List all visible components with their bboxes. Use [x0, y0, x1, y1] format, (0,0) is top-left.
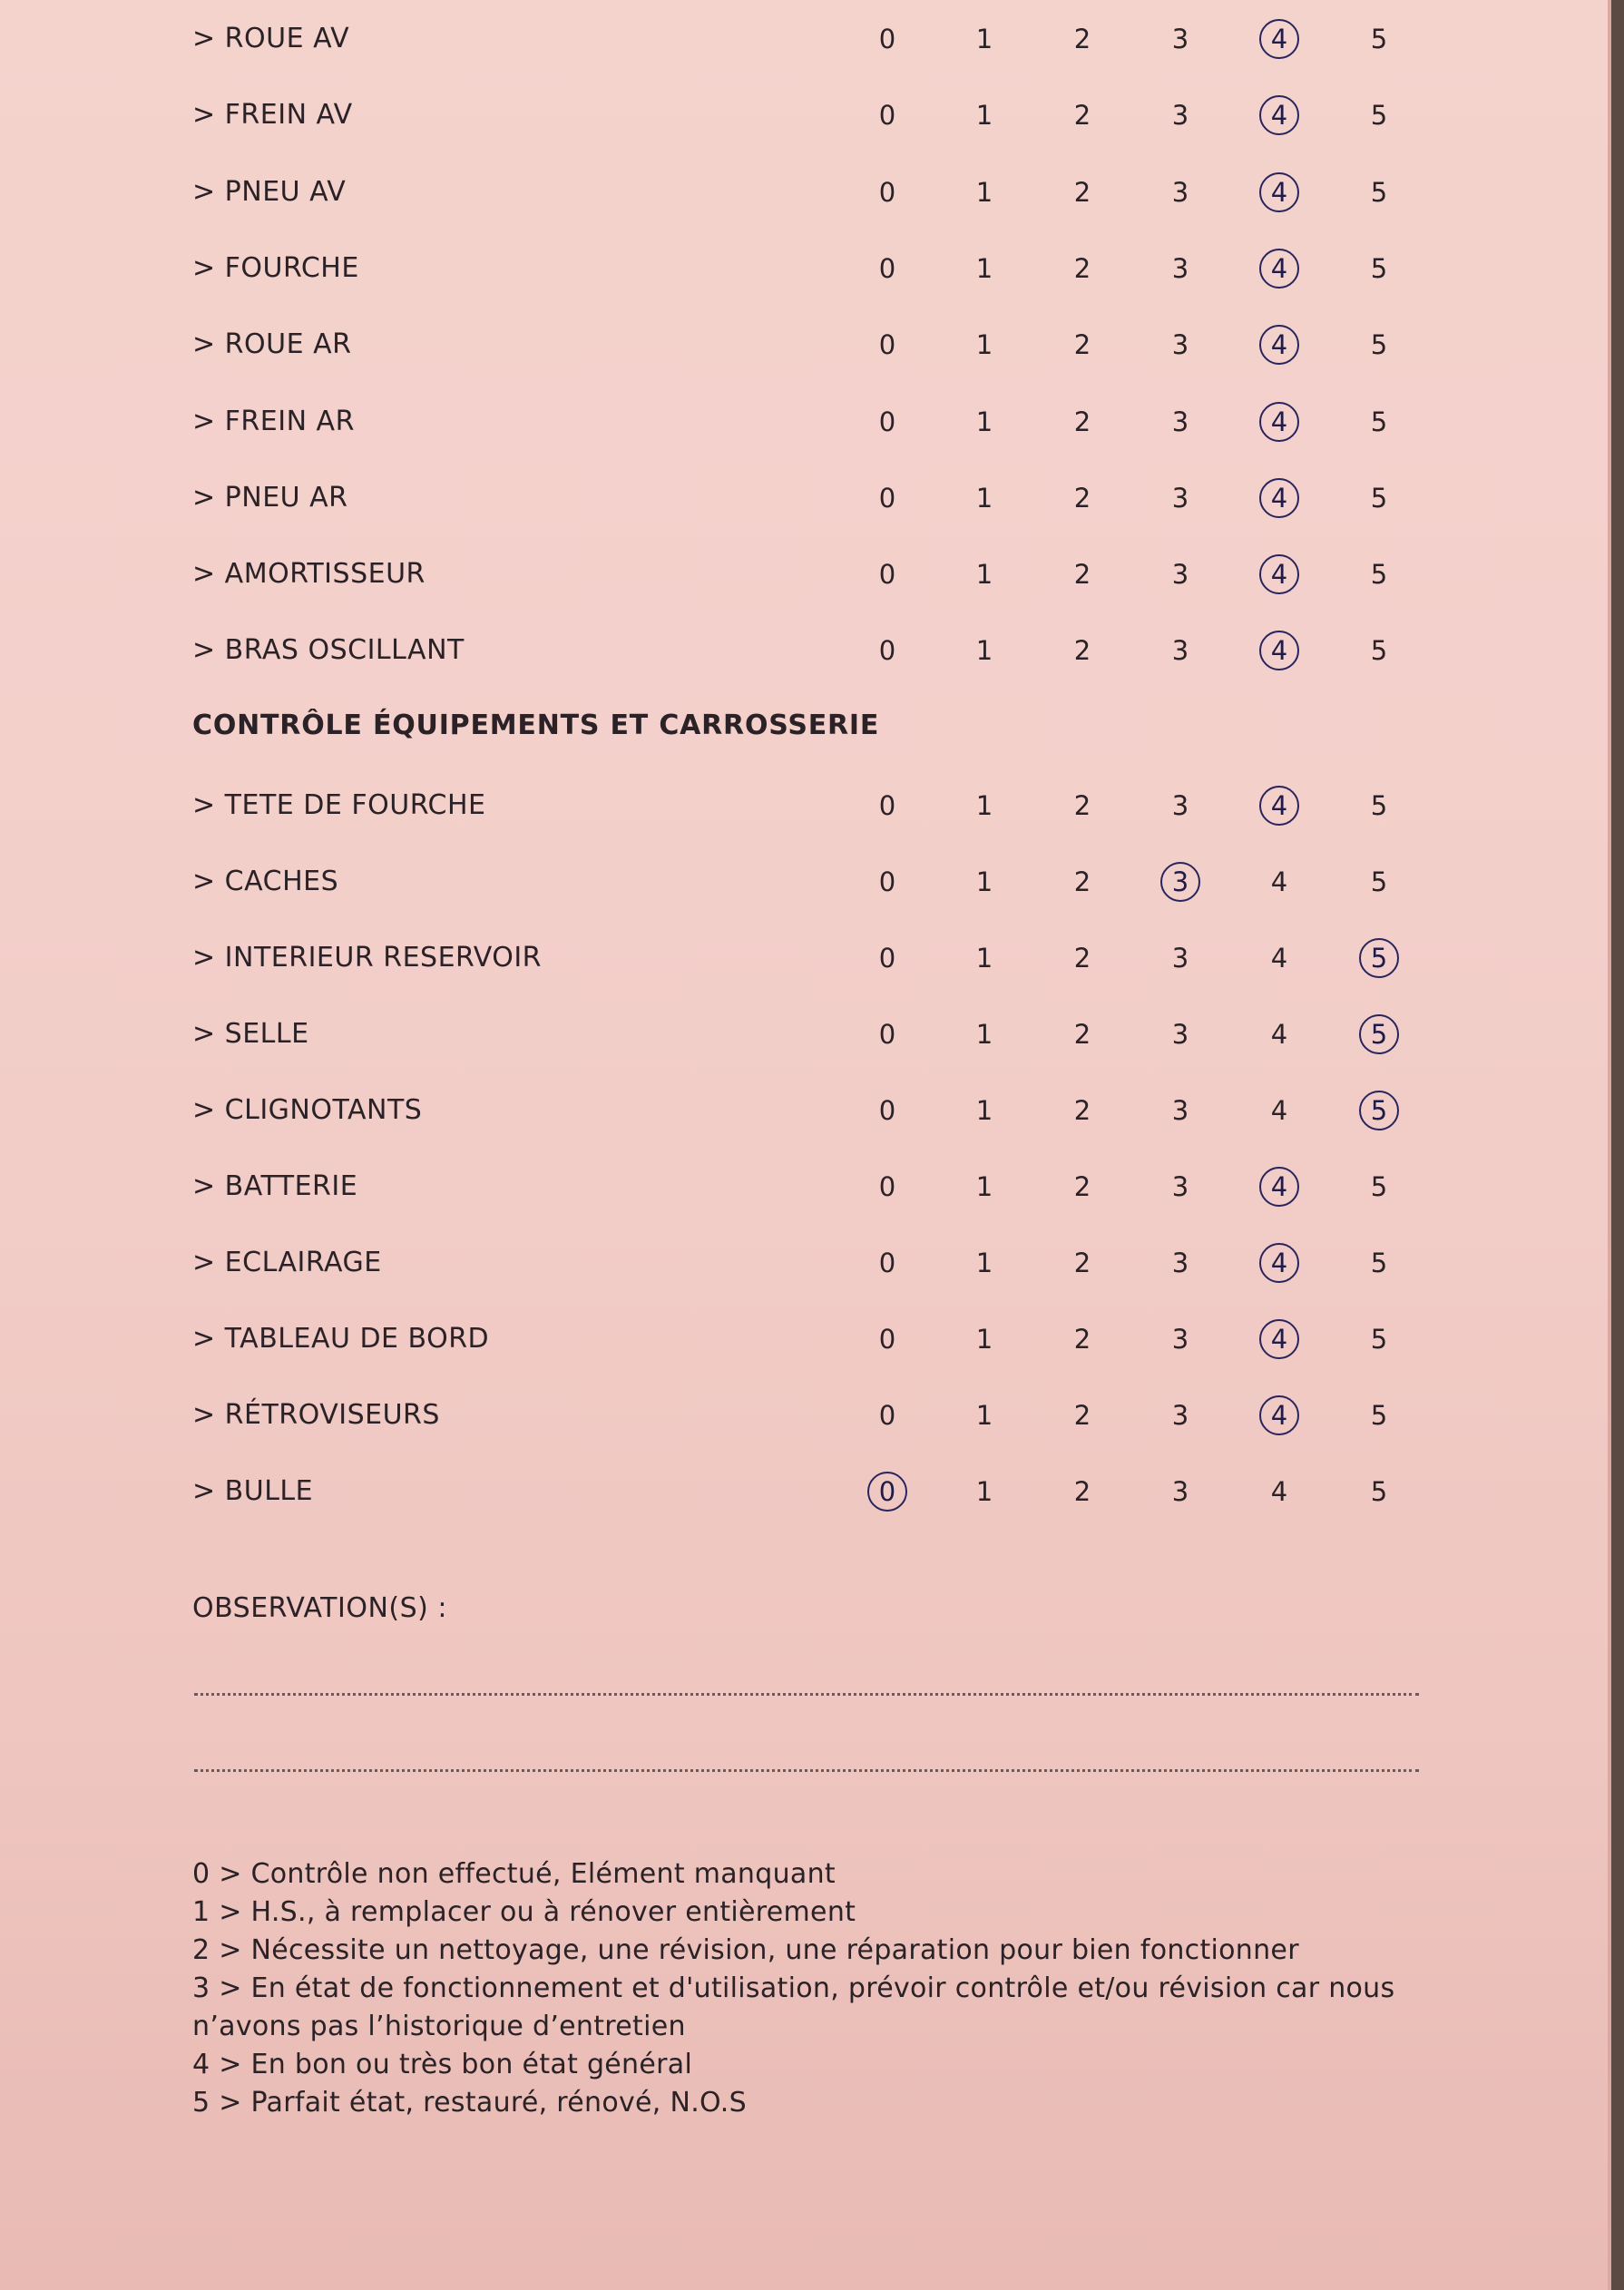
rating-row-label: > FREIN AR	[192, 405, 355, 437]
rating-row-label: > CACHES	[192, 866, 339, 897]
score-option[interactable]: 2	[1073, 559, 1091, 591]
rating-row	[0, 935, 1608, 981]
score-option[interactable]: 0	[878, 176, 896, 208]
score-option[interactable]: 1	[975, 790, 993, 821]
score-option[interactable]: 5	[1370, 1171, 1388, 1202]
score-option[interactable]: 5	[1370, 406, 1388, 437]
legend-line: n’avons pas l’historique d’entretien	[192, 2011, 686, 2042]
rating-row-label: > SELLE	[192, 1018, 309, 1050]
score-option-circled[interactable]: 3	[1153, 859, 1208, 905]
score-option[interactable]: 1	[975, 100, 993, 132]
score-option[interactable]: 3	[1171, 790, 1189, 821]
rating-row	[0, 1088, 1608, 1133]
score-option[interactable]: 5	[1370, 482, 1388, 514]
score-option[interactable]: 2	[1073, 329, 1091, 361]
score-option[interactable]: 0	[878, 943, 896, 974]
score-option[interactable]: 0	[878, 866, 896, 897]
score-option[interactable]: 3	[1171, 1248, 1189, 1278]
score-option[interactable]: 3	[1171, 1019, 1189, 1050]
score-option[interactable]: 1	[975, 329, 993, 361]
score-option-circled[interactable]: 4	[1252, 16, 1306, 62]
score-option[interactable]: 1	[975, 1019, 993, 1050]
score-option[interactable]: 3	[1171, 1095, 1189, 1126]
score-option[interactable]: 2	[1073, 100, 1091, 132]
rating-row-label: > FOURCHE	[192, 251, 359, 284]
rating-legend	[192, 1855, 1463, 2122]
score-option[interactable]: 5	[1370, 1400, 1388, 1431]
rating-row-label: > ROUE AV	[192, 23, 350, 54]
score-option[interactable]: 1	[975, 252, 993, 284]
score-option[interactable]: 1	[975, 559, 993, 591]
score-option[interactable]: 3	[1171, 252, 1189, 284]
rating-row	[0, 246, 1608, 291]
score-option[interactable]: 1	[975, 1400, 993, 1431]
score-option[interactable]: 3	[1171, 635, 1189, 667]
score-option[interactable]: 2	[1073, 1324, 1091, 1355]
rating-row-label: > BRAS OSCILLANT	[192, 634, 465, 667]
rating-row-label: > BATTERIE	[192, 1170, 358, 1202]
section-title-equipment: CONTRÔLE ÉQUIPEMENTS ET CARROSSERIE	[192, 710, 880, 741]
score-option[interactable]: 1	[975, 1476, 993, 1507]
legend-line: 3 > En état de fonctionnement et d'utilisation, prévoir contrôle et/ou révision car nous	[192, 1972, 1395, 2004]
score-option-circled[interactable]: 5	[1352, 935, 1406, 981]
score-option[interactable]: 3	[1171, 482, 1189, 514]
rating-row	[0, 1240, 1608, 1286]
score-option-circled[interactable]: 4	[1252, 475, 1306, 521]
score-option[interactable]: 1	[975, 1248, 993, 1278]
score-option[interactable]: 0	[878, 1019, 896, 1050]
observations-label: OBSERVATION(S) :	[192, 1592, 447, 1624]
score-option[interactable]: 4	[1270, 1476, 1288, 1507]
score-option[interactable]: 1	[975, 1171, 993, 1202]
score-option[interactable]: 2	[1073, 252, 1091, 284]
score-option[interactable]: 0	[878, 252, 896, 284]
score-option-circled[interactable]: 5	[1352, 1088, 1406, 1133]
score-option[interactable]: 1	[975, 866, 993, 897]
rating-row	[0, 1012, 1608, 1057]
score-option-circled[interactable]: 4	[1252, 1316, 1306, 1362]
score-option[interactable]: 4	[1270, 943, 1288, 974]
score-option[interactable]: 5	[1370, 329, 1388, 361]
score-option[interactable]: 0	[878, 1324, 896, 1355]
score-option[interactable]: 3	[1171, 1476, 1189, 1507]
score-option[interactable]: 5	[1370, 635, 1388, 667]
score-option[interactable]: 1	[975, 24, 993, 54]
score-option[interactable]: 5	[1370, 24, 1388, 54]
score-option[interactable]: 0	[878, 482, 896, 514]
score-option-circled[interactable]: 4	[1252, 783, 1306, 828]
score-option[interactable]: 3	[1171, 100, 1189, 132]
rating-row-label: > TETE DE FOURCHE	[192, 789, 486, 821]
score-option[interactable]: 2	[1073, 1476, 1091, 1507]
score-option[interactable]: 0	[878, 24, 896, 54]
score-option[interactable]: 3	[1171, 329, 1189, 361]
score-option[interactable]: 5	[1370, 1476, 1388, 1507]
rating-row	[0, 1393, 1608, 1438]
rating-row	[0, 16, 1608, 62]
score-option-circled[interactable]: 4	[1252, 628, 1306, 673]
rating-row-label: > ROUE AR	[192, 328, 352, 361]
score-option[interactable]: 1	[975, 1095, 993, 1126]
score-option[interactable]: 1	[975, 635, 993, 667]
score-option[interactable]: 3	[1171, 176, 1189, 208]
rating-row	[0, 783, 1608, 828]
score-option[interactable]: 5	[1370, 790, 1388, 821]
score-option[interactable]: 5	[1370, 176, 1388, 208]
rating-row	[0, 322, 1608, 367]
score-option-circled[interactable]: 5	[1352, 1012, 1406, 1057]
rating-row	[0, 552, 1608, 597]
score-option[interactable]: 5	[1370, 100, 1388, 132]
score-option[interactable]: 5	[1370, 1324, 1388, 1355]
score-option[interactable]: 0	[878, 635, 896, 667]
rating-row-label: > AMORTISSEUR	[192, 558, 426, 591]
rating-row-label: > PNEU AV	[192, 175, 347, 208]
score-option[interactable]: 3	[1171, 1324, 1189, 1355]
score-option-circled[interactable]: 4	[1252, 93, 1306, 138]
legend-line: 5 > Parfait état, restauré, rénové, N.O.S	[192, 2087, 747, 2119]
score-option[interactable]: 5	[1370, 1248, 1388, 1278]
legend-line: 1 > H.S., à remplacer ou à rénover entièrement	[192, 1896, 856, 1928]
rating-row-label: > INTERIEUR RESERVOIR	[192, 942, 543, 974]
score-option[interactable]: 1	[975, 176, 993, 208]
score-option[interactable]: 0	[878, 1248, 896, 1278]
score-option[interactable]: 2	[1073, 790, 1091, 821]
rating-row	[0, 170, 1608, 215]
score-option[interactable]: 5	[1370, 866, 1388, 897]
score-option[interactable]: 2	[1073, 24, 1091, 54]
rating-row-label: > FREIN AV	[192, 99, 353, 132]
rating-row	[0, 1316, 1608, 1362]
score-option[interactable]: 4	[1270, 1019, 1288, 1050]
score-option[interactable]: 4	[1270, 866, 1288, 897]
rating-row-label: > ECLAIRAGE	[192, 1247, 382, 1278]
score-option[interactable]: 2	[1073, 943, 1091, 974]
legend-line: 4 > En bon ou très bon état général	[192, 2049, 693, 2080]
score-option[interactable]: 1	[975, 406, 993, 437]
score-option-circled[interactable]: 4	[1252, 170, 1306, 215]
score-option[interactable]: 0	[878, 100, 896, 132]
rating-row	[0, 475, 1608, 521]
score-option-circled[interactable]: 4	[1252, 1240, 1306, 1286]
rating-row	[0, 399, 1608, 445]
score-option[interactable]: 5	[1370, 252, 1388, 284]
rating-row-label: > CLIGNOTANTS	[192, 1094, 423, 1126]
score-option[interactable]: 0	[878, 1171, 896, 1202]
score-option[interactable]: 2	[1073, 482, 1091, 514]
score-option[interactable]: 0	[878, 1095, 896, 1126]
score-option[interactable]: 3	[1171, 559, 1189, 591]
score-option[interactable]: 3	[1171, 1171, 1189, 1202]
score-option[interactable]: 0	[878, 790, 896, 821]
score-option-circled[interactable]: 4	[1252, 322, 1306, 367]
score-option[interactable]: 2	[1073, 1400, 1091, 1431]
score-option[interactable]: 2	[1073, 406, 1091, 437]
score-option[interactable]: 2	[1073, 1095, 1091, 1126]
observation-line-2[interactable]	[194, 1769, 1419, 1772]
observation-line-1[interactable]	[194, 1693, 1419, 1696]
score-option-circled[interactable]: 4	[1252, 552, 1306, 597]
rating-row	[0, 859, 1608, 905]
score-option-circled[interactable]: 4	[1252, 399, 1306, 445]
score-option[interactable]: 3	[1171, 24, 1189, 54]
score-option[interactable]: 0	[878, 1400, 896, 1431]
rating-row-label: > RÉTROVISEURS	[192, 1399, 440, 1431]
score-option-circled[interactable]: 0	[860, 1469, 915, 1514]
score-option[interactable]: 3	[1171, 406, 1189, 437]
score-option[interactable]: 0	[878, 329, 896, 361]
legend-line: 2 > Nécessite un nettoyage, une révision, une réparation pour bien fonctionner	[192, 1934, 1299, 1966]
rating-row-label: > TABLEAU DE BORD	[192, 1323, 490, 1355]
rating-row	[0, 93, 1608, 138]
score-option[interactable]: 2	[1073, 1248, 1091, 1278]
score-option[interactable]: 4	[1270, 1095, 1288, 1126]
rating-row-label: > PNEU AR	[192, 481, 348, 514]
score-option[interactable]: 3	[1171, 1400, 1189, 1431]
score-option-circled[interactable]: 4	[1252, 246, 1306, 291]
score-option[interactable]: 2	[1073, 866, 1091, 897]
score-option[interactable]: 1	[975, 943, 993, 974]
score-option-circled[interactable]: 4	[1252, 1393, 1306, 1438]
legend-line: 0 > Contrôle non effectué, Elément manquant	[192, 1858, 836, 1890]
score-option[interactable]: 2	[1073, 1019, 1091, 1050]
score-option[interactable]: 1	[975, 1324, 993, 1355]
score-option[interactable]: 2	[1073, 635, 1091, 667]
score-option[interactable]: 2	[1073, 176, 1091, 208]
score-option[interactable]: 5	[1370, 559, 1388, 591]
score-option[interactable]: 0	[878, 559, 896, 591]
rating-row-label: > BULLE	[192, 1475, 314, 1507]
rating-row	[0, 1164, 1608, 1209]
score-option[interactable]: 0	[878, 406, 896, 437]
score-option[interactable]: 2	[1073, 1171, 1091, 1202]
score-option-circled[interactable]: 4	[1252, 1164, 1306, 1209]
rating-row	[0, 1469, 1608, 1514]
score-option[interactable]: 1	[975, 482, 993, 514]
rating-row	[0, 628, 1608, 673]
score-option[interactable]: 3	[1171, 943, 1189, 974]
